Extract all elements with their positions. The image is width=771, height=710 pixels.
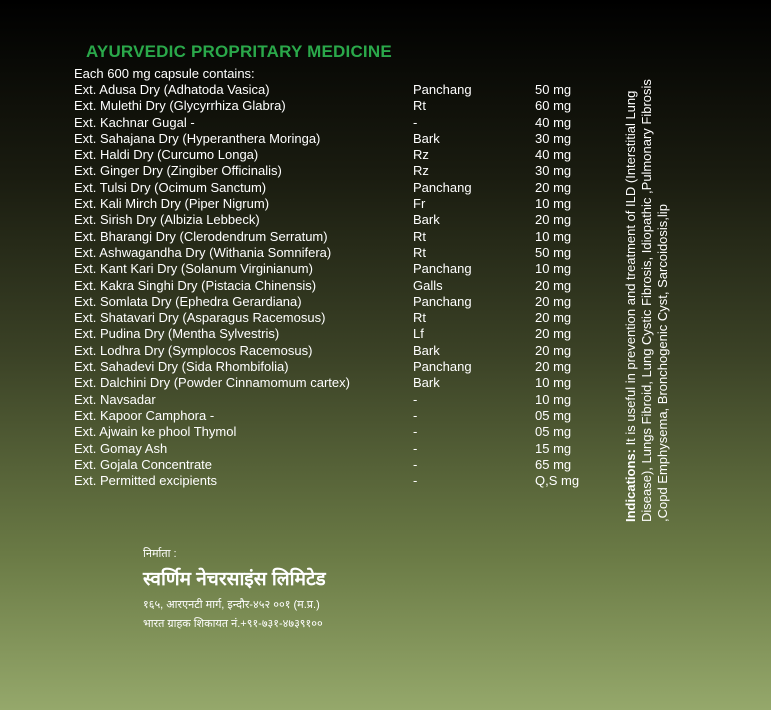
ingredient-part: - bbox=[413, 473, 418, 489]
ingredient-dose: 20 mg bbox=[535, 179, 572, 195]
ingredient-part: - bbox=[413, 407, 418, 423]
ingredient-name: Ext. Sahadevi Dry (Sida Rhombifolia) bbox=[74, 359, 289, 375]
ingredient-part: Bark bbox=[413, 342, 440, 358]
ingredient-name: Ext. Somlata Dry (Ephedra Gerardiana) bbox=[74, 293, 302, 309]
ingredient-part: - bbox=[413, 114, 418, 130]
ingredient-part: Fr bbox=[413, 196, 426, 212]
ingredient-part: Rt bbox=[413, 98, 426, 114]
ingredient-part: Rz bbox=[413, 147, 429, 163]
ingredient-name: Ext. Bharangi Dry (Clerodendrum Serratum) bbox=[74, 228, 328, 244]
manufacturer-label: निर्माता : bbox=[143, 548, 177, 560]
ingredient-dose: 20 mg bbox=[535, 277, 572, 293]
ingredient-name: Ext. Pudina Dry (Mentha Sylvestris) bbox=[74, 326, 280, 342]
ingredient-dose: 20 mg bbox=[535, 326, 572, 342]
ingredient-part: Panchang bbox=[413, 179, 472, 195]
indications-body: It is useful in prevention and treatment of ILD (Interstitial Lung Disease), Lungs Fibroid, Lung Cystic Fibrosis, Idiopathic ,Pulmonary Fibrosis ,Copd Emphysema, Bronchogenic Cyst, Sarcoidosis,lip bbox=[623, 79, 670, 522]
ingredient-name: Ext. Lodhra Dry (Symplocos Racemosus) bbox=[74, 342, 313, 358]
capsule-intro: Each 600 mg capsule contains: bbox=[74, 66, 255, 81]
ingredient-part: Rt bbox=[413, 244, 426, 260]
ingredient-name: Ext. Kapoor Camphora - bbox=[74, 407, 215, 423]
ingredient-name: Ext. Mulethi Dry (Glycyrrhiza Glabra) bbox=[74, 98, 286, 114]
ingredient-name: Ext. Dalchini Dry (Powder Cinnamomum cartex) bbox=[74, 375, 350, 391]
ingredient-name: Ext. Permitted excipients bbox=[74, 473, 218, 489]
ingredient-name: Ext. Haldi Dry (Curcumo Longa) bbox=[74, 147, 259, 163]
ingredient-dose: 20 mg bbox=[535, 342, 572, 358]
ingredient-dose: 20 mg bbox=[535, 212, 572, 228]
ingredient-part: - bbox=[413, 391, 418, 407]
indications-label: Indications: bbox=[623, 449, 638, 522]
ingredient-dose: 20 mg bbox=[535, 293, 572, 309]
page-title: AYURVEDIC PROPRITARY MEDICINE bbox=[86, 42, 392, 61]
ingredient-name: Ext. Navsadar bbox=[74, 391, 156, 407]
ingredient-part: - bbox=[413, 440, 418, 456]
ingredient-dose: 10 mg bbox=[535, 228, 572, 244]
ingredient-part: Lf bbox=[413, 326, 424, 342]
ingredient-name: Ext. Gojala Concentrate bbox=[74, 456, 213, 472]
ingredient-dose: 05 mg bbox=[535, 424, 572, 440]
ingredient-name: Ext. Shatavari Dry (Asparagus Racemosus) bbox=[74, 310, 326, 326]
ingredient-dose: 60 mg bbox=[535, 98, 572, 114]
ingredient-part: Bark bbox=[413, 212, 440, 228]
ingredient-part: Galls bbox=[413, 277, 443, 293]
ingredient-name: Ext. Kant Kari Dry (Solanum Virginianum) bbox=[74, 261, 313, 277]
ingredient-dose: 40 mg bbox=[535, 114, 572, 130]
ingredient-name: Ext. Kachnar Gugal - bbox=[74, 114, 195, 130]
ingredient-part: Panchang bbox=[413, 359, 472, 375]
ingredient-name: Ext. Ajwain ke phool Thymol bbox=[74, 424, 237, 440]
ingredient-name: Ext. Ginger Dry (Zingiber Officinalis) bbox=[74, 163, 282, 179]
ingredient-part: Panchang bbox=[413, 261, 472, 277]
ingredient-name: Ext. Kakra Singhi Dry (Pistacia Chinensis) bbox=[74, 277, 317, 293]
manufacturer-phone: भारत ग्राहक शिकायत नं.+९१-७३१-४७३९१०० bbox=[143, 618, 323, 630]
ingredient-dose: 65 mg bbox=[535, 456, 572, 472]
ingredient-part: Rt bbox=[413, 228, 426, 244]
ingredient-part: Bark bbox=[413, 375, 440, 391]
ingredient-dose: 50 mg bbox=[535, 82, 572, 97]
ingredient-name: Ext. Sirish Dry (Albizia Lebbeck) bbox=[74, 212, 260, 228]
ingredient-name: Ext. Ashwagandha Dry (Withania Somnifera) bbox=[74, 244, 332, 260]
ingredient-dose: 20 mg bbox=[535, 359, 572, 375]
ingredient-name: Ext. Kali Mirch Dry (Piper Nigrum) bbox=[74, 196, 270, 212]
ingredient-dose: 10 mg bbox=[535, 391, 572, 407]
ingredient-dose: 10 mg bbox=[535, 261, 572, 277]
ingredient-part: Bark bbox=[413, 130, 440, 146]
indications-text bbox=[623, 42, 671, 522]
ingredient-part: Panchang bbox=[413, 293, 472, 309]
ingredient-name: Ext. Gomay Ash bbox=[74, 440, 168, 456]
ingredient-name: Ext. Sahajana Dry (Hyperanthera Moringa) bbox=[74, 130, 321, 146]
ingredient-dose: 15 mg bbox=[535, 440, 572, 456]
ingredient-dose: 10 mg bbox=[535, 375, 572, 391]
ingredient-part: - bbox=[413, 456, 418, 472]
ingredient-part: Rt bbox=[413, 310, 426, 326]
ingredient-dose: 05 mg bbox=[535, 407, 572, 423]
ingredient-part: - bbox=[413, 424, 418, 440]
ingredient-part: Panchang bbox=[413, 82, 472, 97]
ingredient-dose: 50 mg bbox=[535, 244, 572, 260]
ingredient-name: Ext. Tulsi Dry (Ocimum Sanctum) bbox=[74, 179, 267, 195]
ingredient-part: Rz bbox=[413, 163, 429, 179]
ingredient-dose: 30 mg bbox=[535, 163, 572, 179]
manufacturer-address: १६५, आरएनटी मार्ग, इन्दौर-४५२ ००१ (म.प्र.) bbox=[143, 599, 320, 611]
ingredient-name: Ext. Adusa Dry (Adhatoda Vasica) bbox=[74, 82, 270, 97]
ingredient-dose: 40 mg bbox=[535, 147, 572, 163]
manufacturer-name: स्वर्णिम नेचरसाइंस लिमिटेड bbox=[143, 569, 326, 590]
ingredient-dose: 20 mg bbox=[535, 310, 572, 326]
ingredient-dose: 10 mg bbox=[535, 196, 572, 212]
ingredient-dose: Q,S mg bbox=[535, 473, 580, 489]
manufacturer-block bbox=[143, 546, 326, 631]
ingredient-dose: 30 mg bbox=[535, 130, 572, 146]
